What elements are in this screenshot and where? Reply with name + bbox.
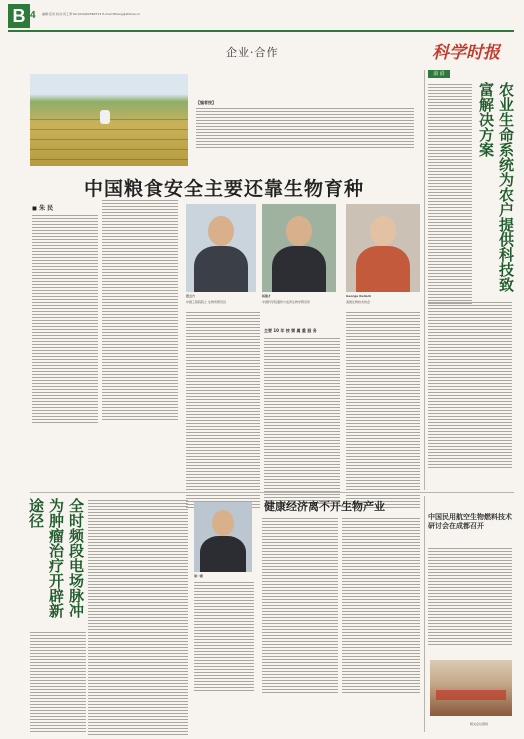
bottom-col-2	[194, 582, 254, 693]
editor-note-text	[196, 108, 414, 150]
farm-field-photo	[30, 74, 188, 166]
bottom-headline: 健康经济离不开生物产业	[264, 500, 385, 513]
right-headline: 中国民用航空生物燃料技术研讨会在成都召开	[428, 512, 512, 530]
bottom-col-1	[88, 500, 188, 737]
meeting-photo-caption: 相关会议现场	[470, 722, 489, 726]
person-1-name: 范云六	[186, 294, 196, 298]
sidebar-tag: 前 沿	[428, 70, 450, 78]
bottom-person-name: 周一朝	[194, 574, 204, 578]
sidebar-divider	[424, 70, 425, 490]
bottom-col-left-tail	[30, 632, 86, 734]
vertical-headline: 全时频段电场脉冲 为肿瘤治疗开辟新途径	[27, 498, 85, 618]
main-headline: 中国粮食安全主要还靠生物育种	[84, 178, 365, 200]
byline: ◼ 朱 民	[32, 205, 54, 212]
person-3-name: George Kellerk	[346, 294, 372, 298]
person-1-title: 中国工程院院士 生物所研究员	[186, 300, 226, 304]
sidebar-text-top	[428, 84, 472, 306]
sidebar-text-bottom	[428, 302, 512, 470]
person-photo-1	[186, 204, 256, 292]
person-photo-2	[262, 204, 336, 292]
bottom-person-photo	[194, 502, 252, 572]
page-letter: B	[8, 4, 30, 28]
section-divider	[30, 492, 514, 493]
header-rule	[8, 30, 514, 32]
article-col-1	[32, 215, 98, 425]
masthead-logo: 科学时报	[432, 43, 500, 63]
section-tag: 企业·合作	[226, 46, 279, 59]
article-subhead: 主要 10 年 按 频 属 重 服 务	[264, 328, 317, 333]
article-col-4	[264, 338, 340, 506]
right-text	[428, 548, 512, 647]
person-photo-3	[346, 204, 420, 292]
article-col-5	[346, 312, 420, 510]
article-col-3	[186, 312, 260, 510]
bottom-col-4	[342, 518, 420, 695]
bottom-col-3	[262, 518, 338, 695]
sidebar-headline: 农业生命系统为农户提供科技致富解决方案	[477, 82, 515, 292]
date-line: 编辑:张凤 校对:何工秀 Tel:(010)62580713 E-mail:fzhang@stimes.cn	[42, 12, 141, 16]
article-col-2	[102, 200, 178, 422]
page-number: 4	[30, 10, 36, 21]
bottom-right-divider	[424, 496, 425, 732]
meeting-photo	[430, 660, 512, 716]
editor-note: 【编者按】	[196, 100, 216, 105]
person-3-title: 美国生物技术协会	[346, 300, 371, 304]
person-2-title: 中国科学院遗传与发育生物学研究所	[262, 300, 311, 304]
person-2-name: 杨维才	[262, 294, 272, 298]
